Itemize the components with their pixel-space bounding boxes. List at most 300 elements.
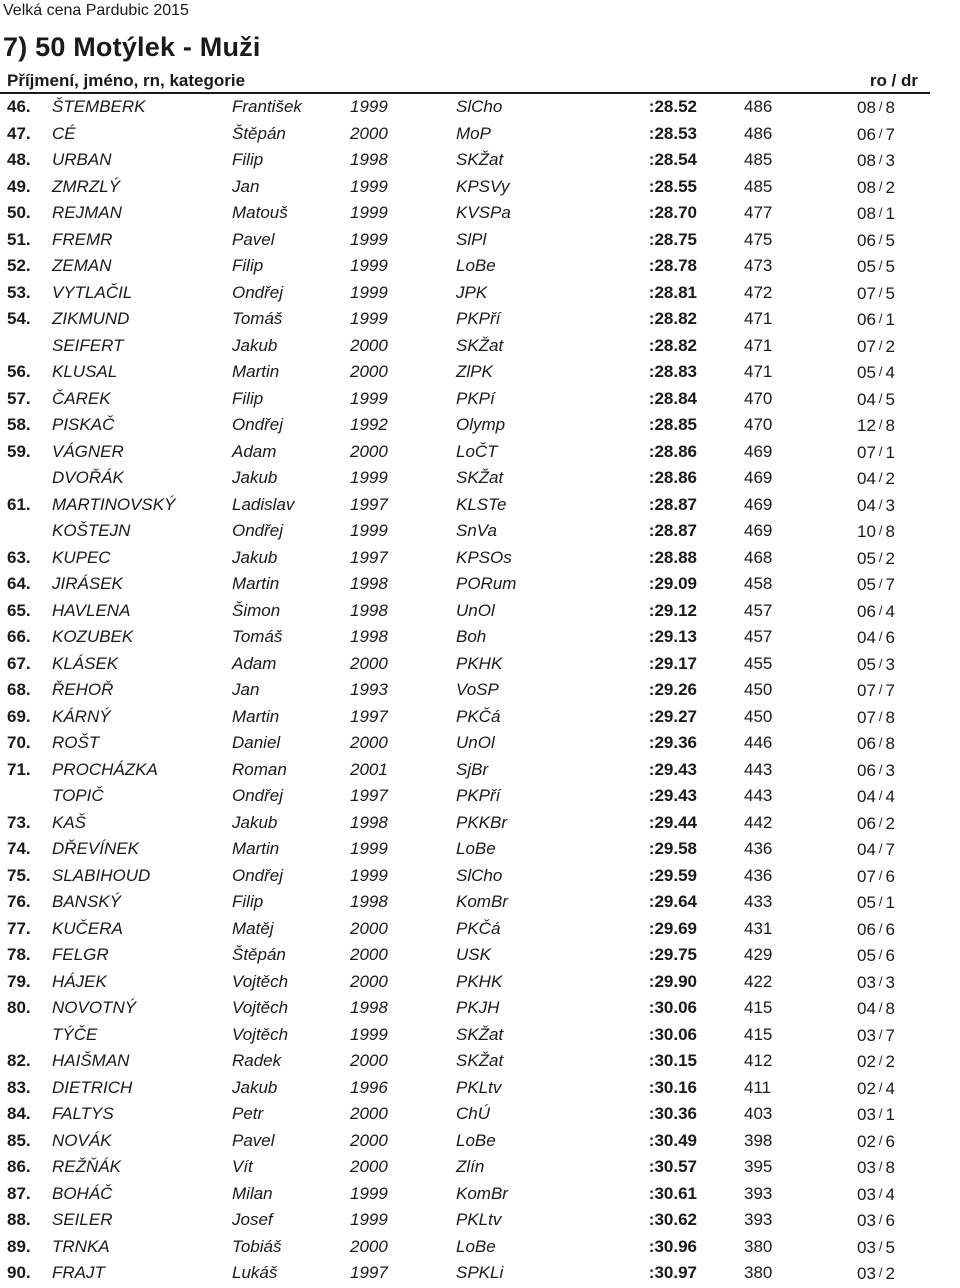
heat-lane-cell <box>857 253 895 281</box>
heat-lane-cell <box>857 916 895 944</box>
rank-cell: 73. <box>7 812 31 832</box>
points-cell: 470 <box>744 388 773 408</box>
surname-cell: REJMAN <box>52 203 122 222</box>
time-cell: :29.64 <box>648 892 697 911</box>
heat-lane-cell <box>857 730 895 758</box>
rank-cell: 80. <box>7 998 31 1017</box>
first-name-cell: Josef <box>232 1210 273 1229</box>
first-name-cell: Milan <box>232 1183 273 1203</box>
first-name-cell: Jakub <box>232 1077 278 1097</box>
heat-lane-cell <box>857 1207 895 1235</box>
table-row <box>0 916 940 943</box>
lane-number: 4 <box>885 1078 896 1098</box>
table-row <box>0 412 940 439</box>
heat-lane-cell <box>857 757 895 785</box>
time-cell: :28.86 <box>648 441 697 461</box>
points-cell: 436 <box>744 865 773 885</box>
points-cell: 450 <box>744 680 773 699</box>
separator-slash: / <box>878 1159 883 1174</box>
club-cell: MoP <box>456 123 491 143</box>
separator-slash: / <box>878 947 883 962</box>
first-name-cell: Matouš <box>232 203 288 222</box>
heat-lane-cell <box>857 1101 895 1129</box>
heat-lane-cell <box>857 1128 895 1156</box>
birth-year-cell: 1999 <box>350 256 388 275</box>
club-cell: SnVa <box>456 521 497 540</box>
header-left-label: Příjmení, jméno, rn, kategorie <box>7 71 246 90</box>
separator-slash: / <box>878 496 883 512</box>
lane-number: 8 <box>885 1158 896 1177</box>
lane-number: 1 <box>885 442 896 462</box>
time-cell: :28.83 <box>648 362 697 381</box>
time-cell: :29.90 <box>648 971 697 991</box>
heat-number: 04 <box>857 628 876 647</box>
birth-year-cell: 2000 <box>350 945 388 964</box>
points-cell: 471 <box>744 362 773 381</box>
points-cell: 485 <box>744 150 773 169</box>
table-row <box>0 200 940 227</box>
first-name-cell: Ladislav <box>232 494 295 514</box>
time-cell: :30.49 <box>648 1130 697 1150</box>
heat-number: 03 <box>857 1158 876 1177</box>
rank-cell: 89. <box>7 1236 31 1256</box>
separator-slash: / <box>878 655 883 671</box>
points-cell: 436 <box>744 839 773 858</box>
table-row <box>0 465 940 492</box>
surname-cell: ZEMAN <box>52 256 112 275</box>
first-name-cell: Filip <box>232 150 264 169</box>
first-name-cell: Martin <box>232 574 280 593</box>
heat-lane-cell <box>857 386 895 414</box>
first-name-cell: Matěj <box>232 918 274 938</box>
heat-number: 06 <box>857 760 876 780</box>
birth-year-cell: 2000 <box>350 653 388 673</box>
heat-lane-cell <box>857 174 895 202</box>
first-name-cell: Martin <box>232 839 280 858</box>
table-row <box>0 174 940 201</box>
birth-year-cell: 1992 <box>350 415 388 434</box>
heat-number: 07 <box>857 707 876 727</box>
surname-cell: SEILER <box>52 1210 113 1229</box>
separator-slash: / <box>878 894 883 909</box>
rank-cell: 70. <box>7 733 31 752</box>
heat-number: 03 <box>857 972 876 992</box>
surname-cell: ŘEHOŘ <box>52 680 114 699</box>
separator-slash: / <box>878 1079 883 1095</box>
time-cell: :28.84 <box>648 388 697 408</box>
points-cell: 403 <box>744 1104 773 1123</box>
lane-number: 3 <box>885 972 896 992</box>
lane-number: 6 <box>885 1211 896 1230</box>
rank-cell: 85. <box>7 1130 31 1150</box>
heat-lane-cell <box>857 465 895 493</box>
birth-year-cell: 1999 <box>350 97 388 116</box>
surname-cell: NOVÁK <box>52 1130 112 1150</box>
heat-number: 03 <box>857 1105 876 1124</box>
rank-cell: 58. <box>7 415 31 434</box>
time-cell: :28.53 <box>648 123 697 143</box>
table-row <box>0 1234 940 1261</box>
first-name-cell: Vít <box>232 1157 253 1176</box>
club-cell: UnOl <box>456 733 495 752</box>
points-cell: 469 <box>744 468 773 487</box>
table-row <box>0 598 940 625</box>
club-cell: KLSTe <box>456 494 507 514</box>
rank-cell: 84. <box>7 1104 31 1123</box>
separator-slash: / <box>878 364 883 379</box>
first-name-cell: Tobiáš <box>232 1236 282 1256</box>
points-cell: 442 <box>744 812 773 832</box>
birth-year-cell: 2001 <box>350 759 388 779</box>
birth-year-cell: 1998 <box>350 998 388 1017</box>
time-cell: :29.58 <box>648 839 697 858</box>
heat-lane-cell <box>857 1154 895 1182</box>
heat-lane-cell <box>857 783 895 811</box>
lane-number: 5 <box>885 389 896 409</box>
time-cell: :30.06 <box>648 998 697 1017</box>
heat-number: 06 <box>857 601 876 621</box>
table-row <box>0 571 940 598</box>
page-title: 7) 50 Motýlek - Muži <box>3 32 261 62</box>
surname-cell: ZIKMUND <box>52 309 130 328</box>
birth-year-cell: 1993 <box>350 680 388 699</box>
heat-lane-cell <box>857 1260 895 1288</box>
first-name-cell: Roman <box>232 759 287 779</box>
club-cell: Zlín <box>456 1157 485 1176</box>
club-cell: KPSVy <box>456 176 510 196</box>
heat-number: 05 <box>857 654 876 674</box>
heat-number: 06 <box>857 734 876 753</box>
rank-cell: 53. <box>7 282 31 302</box>
heat-number: 05 <box>857 363 876 382</box>
surname-cell: FREMR <box>52 229 113 249</box>
points-cell: 468 <box>744 547 773 567</box>
surname-cell: KLUSAL <box>52 362 118 381</box>
lane-number: 4 <box>885 601 896 621</box>
time-cell: :28.52 <box>648 97 697 116</box>
rank-cell: 71. <box>7 759 31 779</box>
table-row <box>0 783 940 810</box>
heat-number: 05 <box>857 548 876 568</box>
first-name-cell: Šimon <box>232 600 281 620</box>
lane-number: 2 <box>885 1052 896 1071</box>
rank-cell: 48. <box>7 150 31 169</box>
club-cell: ZlPK <box>456 362 493 381</box>
table-row <box>0 121 940 148</box>
rank-cell: 90. <box>7 1263 31 1282</box>
heat-lane-cell <box>857 598 895 626</box>
birth-year-cell: 1997 <box>350 494 388 514</box>
points-cell: 429 <box>744 945 773 964</box>
club-cell: SKŽat <box>456 1051 504 1070</box>
club-cell: PKČá <box>456 706 501 726</box>
points-cell: 457 <box>744 627 773 646</box>
table-row <box>0 1207 940 1234</box>
club-cell: PKHK <box>456 971 503 991</box>
surname-cell: ROŠT <box>52 733 100 752</box>
first-name-cell: František <box>232 97 302 116</box>
club-cell: PKČá <box>456 918 501 938</box>
birth-year-cell: 2000 <box>350 441 388 461</box>
club-cell: SKŽat <box>456 468 504 487</box>
separator-slash: / <box>878 205 883 220</box>
table-row <box>0 889 940 916</box>
first-name-cell: Ondřej <box>232 415 284 434</box>
heat-number: 03 <box>857 1237 876 1257</box>
table-row <box>0 227 940 254</box>
heat-number: 08 <box>857 98 876 117</box>
club-cell: PKPí <box>456 388 495 408</box>
birth-year-cell: 2000 <box>350 1130 388 1150</box>
birth-year-cell: 2000 <box>350 1104 388 1123</box>
heat-number: 08 <box>857 177 876 197</box>
rank-cell: 59. <box>7 441 31 461</box>
lane-number: 2 <box>885 336 896 356</box>
club-cell: KomBr <box>456 1183 508 1203</box>
heat-number: 07 <box>857 681 876 700</box>
table-row <box>0 359 940 386</box>
first-name-cell: Jakub <box>232 468 278 487</box>
birth-year-cell: 1999 <box>350 839 388 858</box>
surname-cell: URBAN <box>52 150 112 169</box>
points-cell: 455 <box>744 653 773 673</box>
first-name-cell: Tomáš <box>232 627 283 646</box>
club-cell: LoBe <box>456 256 496 275</box>
birth-year-cell: 1999 <box>350 865 388 885</box>
surname-cell: SEIFERT <box>52 335 124 355</box>
surname-cell: KOŠTEJN <box>52 521 131 540</box>
separator-slash: / <box>878 231 883 247</box>
heat-lane-cell <box>857 280 895 308</box>
surname-cell: VYTLAČIL <box>52 282 133 302</box>
club-cell: PKLtv <box>456 1210 502 1229</box>
first-name-cell: Jakub <box>232 335 278 355</box>
surname-cell: KUČERA <box>52 918 123 938</box>
first-name-cell: Radek <box>232 1051 282 1070</box>
separator-slash: / <box>878 708 883 724</box>
club-cell: PKPří <box>456 786 501 805</box>
birth-year-cell: 1997 <box>350 786 388 805</box>
time-cell: :29.43 <box>648 786 697 805</box>
birth-year-cell: 1999 <box>350 388 388 408</box>
time-cell: :30.16 <box>648 1077 697 1097</box>
birth-year-cell: 1998 <box>350 892 388 911</box>
heat-number: 07 <box>857 866 876 886</box>
points-cell: 415 <box>744 1024 773 1044</box>
surname-cell: TOPIČ <box>52 786 104 805</box>
table-row <box>0 1181 940 1208</box>
heat-number: 04 <box>857 389 876 409</box>
birth-year-cell: 1996 <box>350 1077 388 1097</box>
first-name-cell: Vojtěch <box>232 1024 289 1044</box>
lane-number: 8 <box>885 999 896 1018</box>
time-cell: :29.69 <box>648 918 697 938</box>
club-cell: SlPl <box>456 229 487 249</box>
surname-cell: FELGR <box>52 945 109 964</box>
surname-cell: PROCHÁZKA <box>52 759 158 779</box>
club-cell: KomBr <box>456 892 508 911</box>
table-row <box>0 836 940 863</box>
birth-year-cell: 1999 <box>350 282 388 302</box>
points-cell: 469 <box>744 441 773 461</box>
heat-lane-cell <box>857 1234 895 1262</box>
rank-cell: 65. <box>7 600 31 620</box>
time-cell: :29.44 <box>648 812 697 832</box>
lane-number: 1 <box>885 310 896 329</box>
table-row <box>0 1154 940 1181</box>
surname-cell: DVOŘÁK <box>52 468 124 487</box>
lane-number: 6 <box>885 866 896 886</box>
lane-number: 7 <box>885 840 896 859</box>
club-cell: ChÚ <box>456 1104 491 1123</box>
club-cell: Boh <box>456 627 487 646</box>
points-cell: 380 <box>744 1263 773 1282</box>
separator-slash: / <box>878 258 883 273</box>
rank-cell: 52. <box>7 256 31 275</box>
heat-lane-cell <box>857 121 895 149</box>
time-cell: :28.78 <box>648 256 697 275</box>
first-name-cell: Lukáš <box>232 1263 278 1282</box>
rank-cell: 51. <box>7 229 31 249</box>
heat-lane-cell <box>857 333 895 361</box>
birth-year-cell: 1999 <box>350 468 388 487</box>
lane-number: 3 <box>885 495 896 515</box>
points-cell: 469 <box>744 494 773 514</box>
surname-cell: FALTYS <box>52 1104 114 1123</box>
separator-slash: / <box>878 1106 883 1121</box>
first-name-cell: Jan <box>232 680 260 699</box>
time-cell: :29.43 <box>648 759 697 779</box>
points-cell: 457 <box>744 600 773 620</box>
club-cell: JPK <box>456 282 488 302</box>
lane-number: 2 <box>885 469 896 488</box>
club-cell: LoBe <box>456 1236 496 1256</box>
surname-cell: ČAREK <box>52 388 111 408</box>
table-row <box>0 386 940 413</box>
surname-cell: ZMRZLÝ <box>52 176 120 196</box>
heat-lane-cell <box>857 1181 895 1209</box>
separator-slash: / <box>878 311 883 326</box>
birth-year-cell: 2000 <box>350 733 388 752</box>
heat-number: 07 <box>857 283 876 303</box>
separator-slash: / <box>878 337 883 353</box>
first-name-cell: Vojtěch <box>232 971 289 991</box>
lane-number: 2 <box>885 177 896 197</box>
lane-number: 5 <box>885 230 896 250</box>
rank-cell: 79. <box>7 971 31 991</box>
heat-lane-cell <box>857 439 895 467</box>
time-cell: :29.59 <box>648 865 697 885</box>
heat-lane-cell <box>857 147 895 175</box>
heat-number: 04 <box>857 469 876 488</box>
birth-year-cell: 1999 <box>350 521 388 540</box>
time-cell: :28.87 <box>648 494 697 514</box>
club-cell: SjBr <box>456 759 489 779</box>
time-cell: :28.55 <box>648 176 697 196</box>
birth-year-cell: 1998 <box>350 150 388 169</box>
heat-number: 06 <box>857 310 876 329</box>
rank-cell: 46. <box>7 97 31 116</box>
points-cell: 472 <box>744 282 773 302</box>
birth-year-cell: 1998 <box>350 600 388 620</box>
birth-year-cell: 1998 <box>350 812 388 832</box>
time-cell: :28.70 <box>648 203 697 222</box>
club-cell: PKKBr <box>456 812 508 832</box>
surname-cell: NOVOTNÝ <box>52 998 137 1017</box>
lane-number: 5 <box>885 1237 896 1257</box>
club-cell: KPSOs <box>456 547 512 567</box>
heat-lane-cell <box>857 677 895 705</box>
lane-number: 7 <box>885 124 896 144</box>
surname-cell: MARTINOVSKÝ <box>52 494 176 514</box>
time-cell: :28.88 <box>648 547 697 567</box>
club-cell: UnOl <box>456 600 495 620</box>
surname-cell: HAIŠMAN <box>52 1051 130 1070</box>
table-row <box>0 1022 940 1049</box>
heat-number: 06 <box>857 813 876 833</box>
table-row <box>0 545 940 572</box>
club-cell: VoSP <box>456 680 499 699</box>
club-cell: SKŽat <box>456 150 504 169</box>
rank-cell: 74. <box>7 839 31 858</box>
heat-number: 07 <box>857 336 876 356</box>
table-row <box>0 253 940 280</box>
separator-slash: / <box>878 523 883 538</box>
heat-lane-cell <box>857 889 895 917</box>
surname-cell: JIRÁSEK <box>52 574 123 593</box>
time-cell: :29.09 <box>648 574 697 593</box>
lane-number: 5 <box>885 283 896 303</box>
heat-number: 03 <box>857 1025 876 1045</box>
rank-cell: 63. <box>7 547 31 567</box>
lane-number: 1 <box>885 1105 896 1124</box>
time-cell: :30.57 <box>648 1157 697 1176</box>
heat-number: 05 <box>857 893 876 912</box>
header-right-label: ro / dr <box>869 71 918 90</box>
heat-number: 03 <box>857 1184 876 1204</box>
heat-lane-cell <box>857 306 895 334</box>
heat-number: 06 <box>857 124 876 144</box>
time-cell: :30.06 <box>648 1024 697 1044</box>
surname-cell: BANSKÝ <box>52 892 121 911</box>
heat-lane-cell <box>857 651 895 679</box>
lane-number: 4 <box>885 363 896 382</box>
heat-lane-cell <box>857 518 895 546</box>
first-name-cell: Martin <box>232 362 280 381</box>
surname-cell: TRNKA <box>52 1236 110 1256</box>
first-name-cell: Jan <box>232 176 260 196</box>
time-cell: :29.13 <box>648 627 697 646</box>
points-cell: 431 <box>744 918 773 938</box>
birth-year-cell: 2000 <box>350 971 388 991</box>
time-cell: :30.36 <box>648 1104 697 1123</box>
club-cell: LoČT <box>456 441 498 461</box>
time-cell: :29.75 <box>648 945 697 964</box>
surname-cell: VÁGNER <box>52 441 124 461</box>
birth-year-cell: 1998 <box>350 627 388 646</box>
time-cell: :29.12 <box>648 600 697 620</box>
separator-slash: / <box>878 629 883 644</box>
table-row <box>0 651 940 678</box>
surname-cell: TÝČE <box>52 1024 98 1044</box>
rank-cell: 61. <box>7 494 31 514</box>
club-cell: USK <box>456 945 491 964</box>
club-cell: PKLtv <box>456 1077 502 1097</box>
time-cell: :30.15 <box>648 1051 697 1070</box>
points-cell: 477 <box>744 203 773 222</box>
separator-slash: / <box>878 125 883 141</box>
separator-slash: / <box>878 920 883 936</box>
